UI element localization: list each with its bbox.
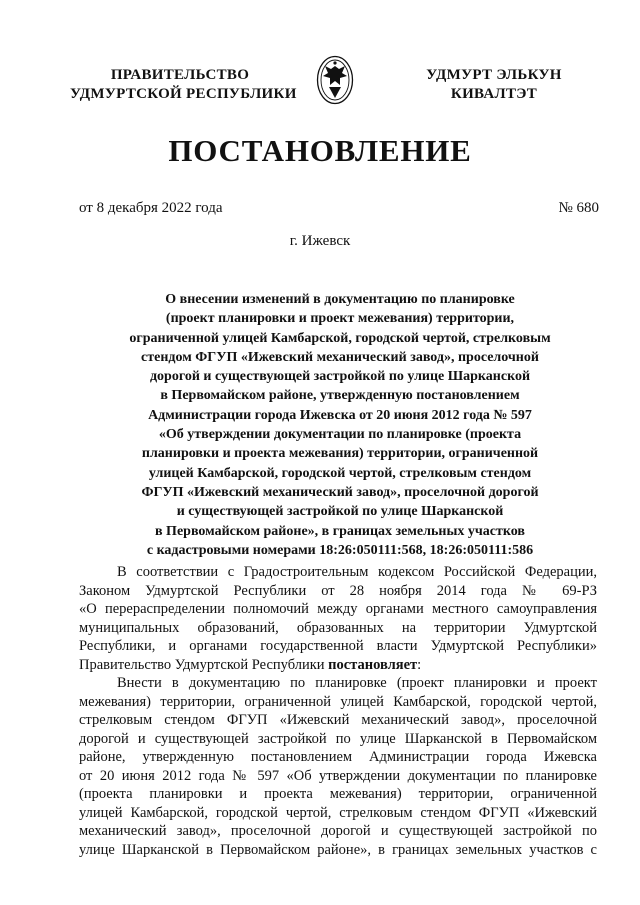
enacting-authority: Правительство Удмуртской Республики bbox=[79, 656, 325, 673]
issuer-name-udmurt bbox=[394, 66, 594, 104]
document-city: г. Ижевск bbox=[289, 233, 351, 249]
body-line: улицей Камбарской, городской чертой, стрелковым стендом ФГУП «Ижевский bbox=[79, 804, 597, 821]
body-line: В соответствии с Градостроительным кодексом Российской Федерации, bbox=[117, 564, 597, 580]
subject-line: ограниченной улицей Камбарской, городской чертой, стрелковым bbox=[129, 330, 551, 346]
subject-line: и существующей застройкой по улице Шарканской bbox=[176, 504, 504, 520]
body-line: Республики, и органами государственной власти Удмуртской Республики» bbox=[79, 638, 597, 654]
document-date: от 8 декабря 2022 года bbox=[79, 200, 223, 216]
body-line: районе, утвержденную постановлением Администрации города Ижевска bbox=[79, 749, 597, 765]
subject-line: Администрации города Ижевска от 20 июня 2012 года № 597 bbox=[148, 407, 532, 423]
body-line: механический завод», проселочной дорогой и существующей застройкой по bbox=[79, 823, 597, 839]
subject-line: стендом ФГУП «Ижевский механический завод», проселочной bbox=[141, 349, 539, 365]
body-line: межевания) территории, ограниченной улицей Камбарской, городской чертой, bbox=[79, 693, 597, 710]
subject-line: ФГУП «Ижевский механический завод», проселочной дорогой bbox=[141, 484, 539, 500]
issuer-line: КИВАЛТЭТ bbox=[450, 86, 538, 102]
body-line: Внести в документацию по планировке (проект планировки и проект bbox=[117, 675, 597, 691]
body-line: Законом Удмуртской Республики от 28 ноября 2014 года № 69-РЗ bbox=[79, 582, 597, 599]
body-line: дорогой и существующей застройкой по улице Шарканской в Первомайском bbox=[79, 730, 597, 747]
issuer-line: УДМУРТ ЭЛЬКУН bbox=[426, 67, 562, 83]
enacting-verb: постановляет bbox=[328, 656, 418, 673]
document-type-title: ПОСТАНОВЛЕНИЕ bbox=[168, 133, 472, 168]
body-line: «О перераспределении полномочий между органами местного самоуправления bbox=[79, 601, 597, 617]
issuer-line: УДМУРТСКОЙ РЕСПУБЛИКИ bbox=[70, 86, 297, 102]
subject-line: улицей Камбарской, городской чертой, стрелковым стендом bbox=[148, 465, 532, 481]
subject-line: в Первомайском районе, утвержденную постановлением bbox=[160, 388, 520, 404]
coat-of-arms-icon bbox=[315, 54, 355, 106]
body-line: улице Шарканской в Первомайском районе», в границах земельных участков с bbox=[79, 841, 597, 858]
body-line: муниципальных образований, образованных на территории Удмуртской bbox=[79, 619, 597, 636]
subject-line: «Об утверждении документации по планировке (проекта bbox=[158, 427, 522, 443]
body-line: (проекта планировки и проекта межевания) территории, ограниченной bbox=[79, 786, 597, 802]
subject-line: О внесении изменений в документацию по планировке bbox=[165, 292, 515, 307]
document-subject bbox=[80, 290, 600, 560]
subject-line: планировки и проекта межевания) территории, ограниченной bbox=[141, 446, 539, 462]
document-body bbox=[79, 563, 597, 859]
subject-line: в Первомайском районе», в границах земельных участков bbox=[155, 523, 525, 539]
issuer-line: ПРАВИТЕЛЬСТВО bbox=[110, 67, 250, 83]
body-line-enacting bbox=[79, 656, 597, 675]
body-line: стрелковым стендом ФГУП «Ижевский механический завод», проселочной bbox=[79, 712, 597, 728]
body-line: от 20 июня 2012 года № 597 «Об утверждении документации по планировке bbox=[79, 767, 597, 784]
subject-line: дорогой и существующей застройкой по улице Шарканской bbox=[149, 369, 531, 385]
document-number: № 680 bbox=[558, 200, 599, 216]
subject-line: с кадастровыми номерами 18:26:050111:568, 18:26:050111:586 bbox=[146, 542, 534, 558]
subject-line: (проект планировки и проект межевания) территории, bbox=[165, 311, 515, 327]
enacting-colon: : bbox=[417, 656, 422, 673]
issuer-name-russian bbox=[70, 66, 297, 104]
